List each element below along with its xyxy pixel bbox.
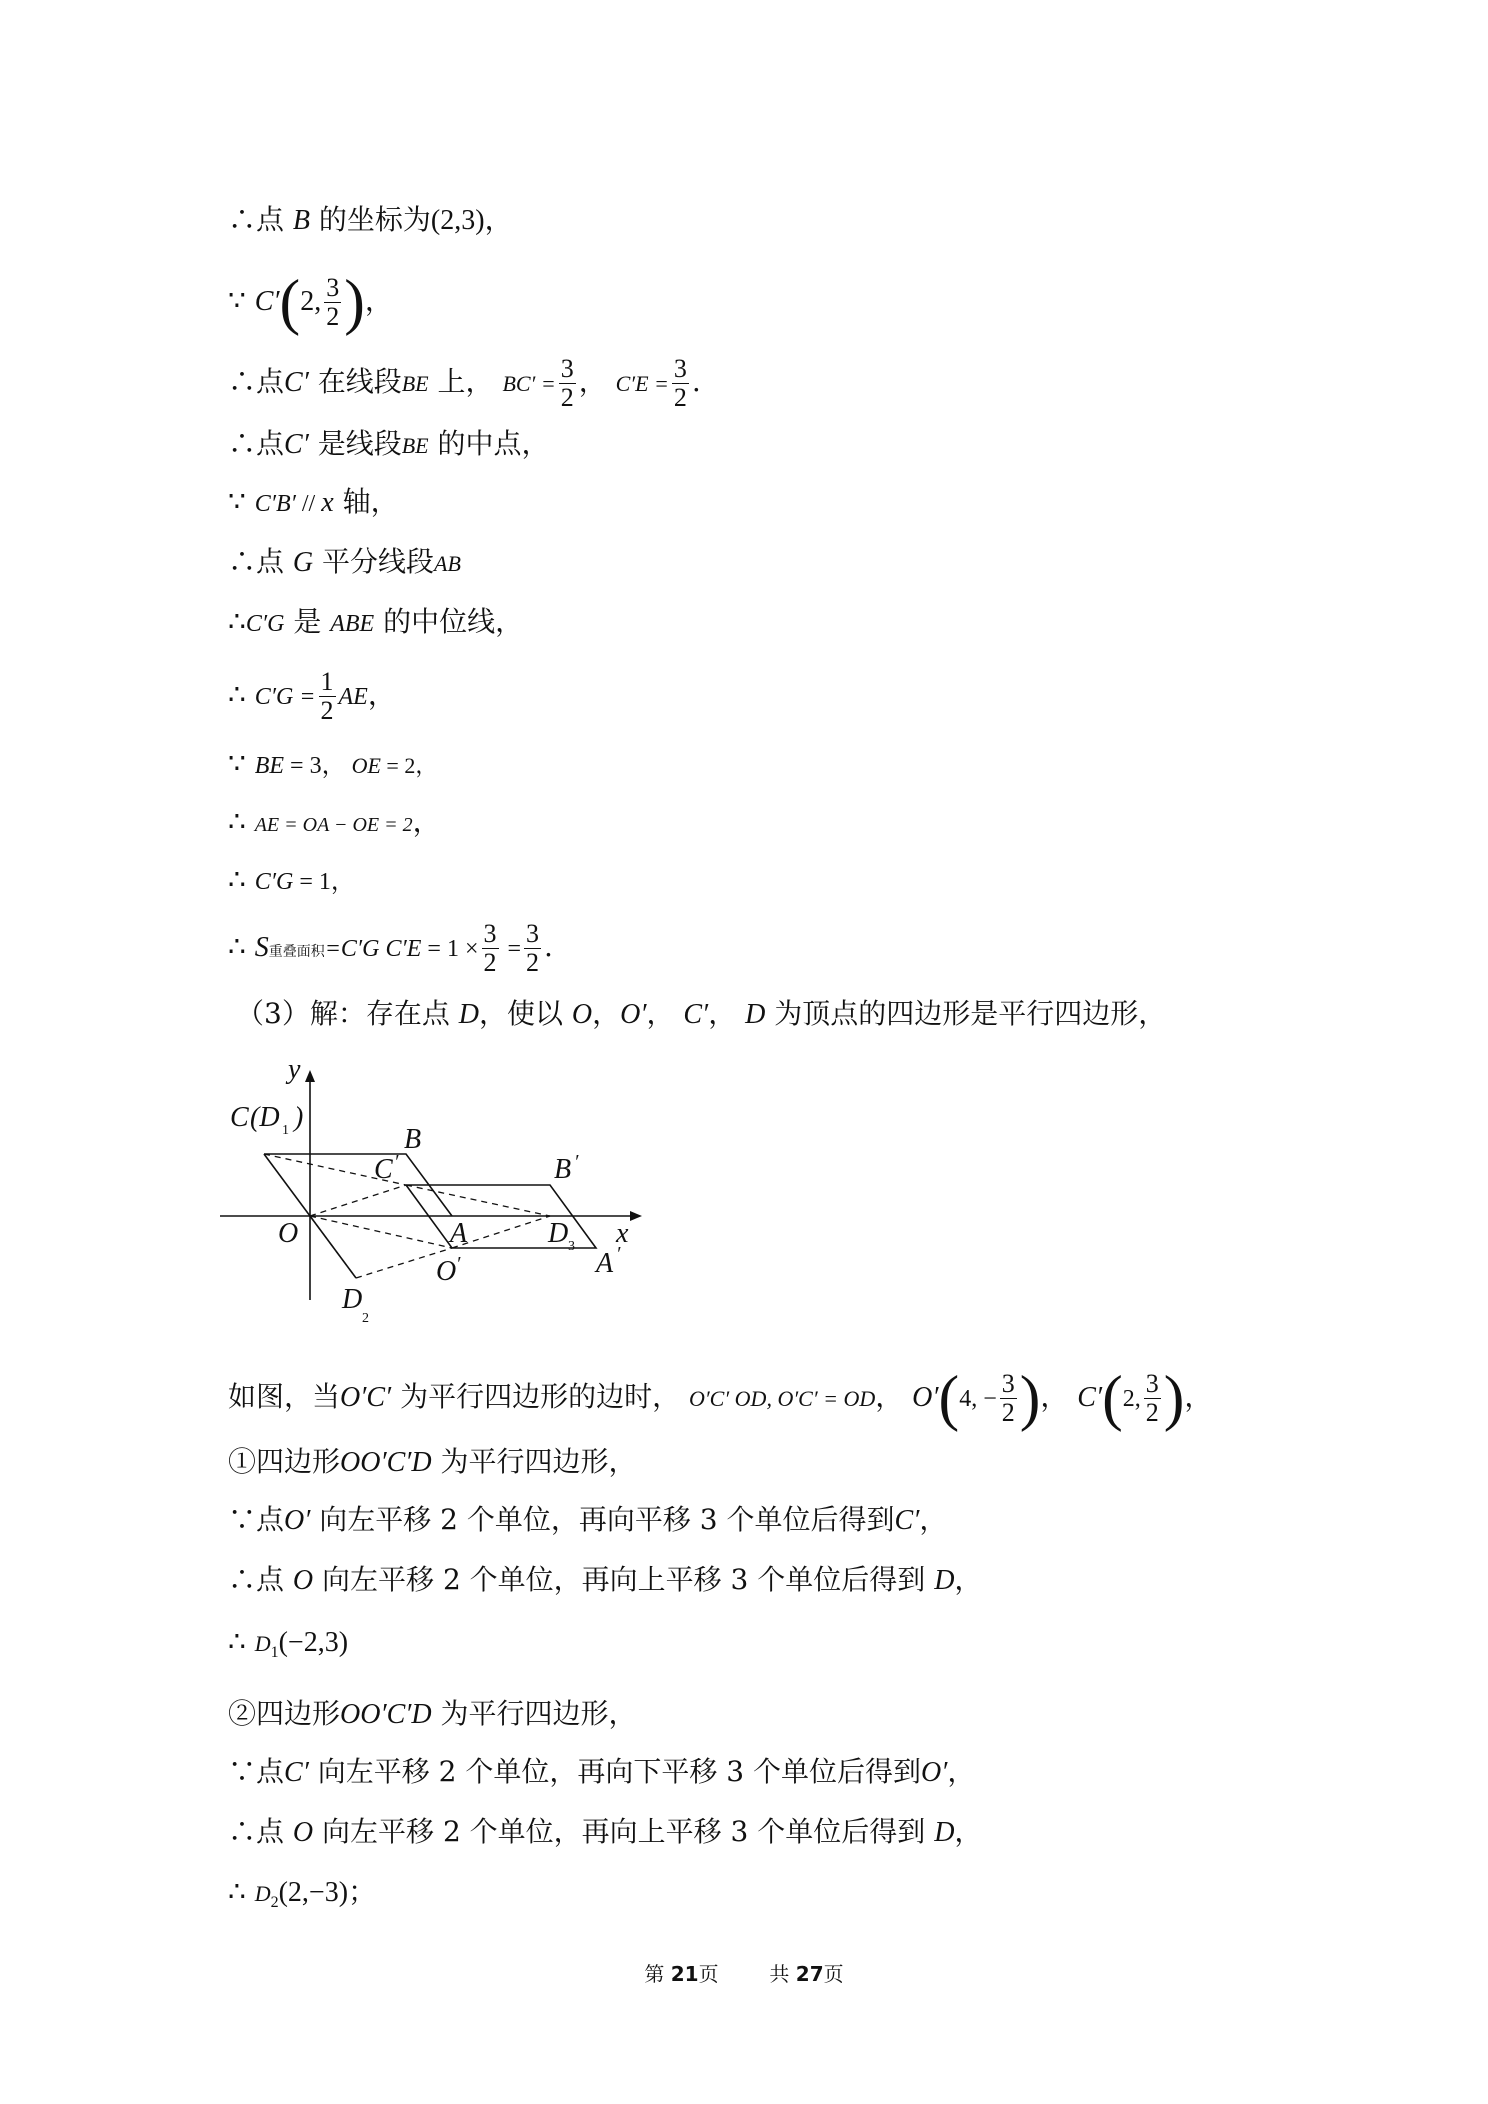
- text-line: [228, 1872, 376, 1923]
- prime-mark: ′: [394, 1151, 399, 1173]
- fraction-denominator: 2: [1001, 1398, 1015, 1427]
- page-number: 21: [670, 1962, 699, 1986]
- point-a-prime-label: A: [596, 1248, 614, 1279]
- math-var: ABE: [330, 611, 375, 637]
- coordinate-figure: [220, 1060, 660, 1330]
- math-var: D: [745, 999, 766, 1030]
- text-line: [236, 994, 1166, 1035]
- text-segment: ，: [592, 997, 621, 1030]
- text-segment: 为平行四边形，: [431, 1445, 637, 1478]
- math-var: C′: [683, 999, 709, 1030]
- text-line: [228, 482, 399, 524]
- math-var: B: [292, 205, 311, 236]
- text-segment: ∴: [228, 1875, 255, 1908]
- math-var: BE: [401, 433, 429, 458]
- math-var: C′: [284, 1757, 309, 1788]
- fraction: [319, 668, 336, 725]
- total-pages: 27: [795, 1962, 824, 1986]
- fraction: [559, 355, 576, 412]
- fraction: [672, 355, 689, 412]
- subscript-text: 1: [270, 1644, 279, 1661]
- text-segment: 是线段: [308, 427, 402, 460]
- text-segment: ∴: [228, 930, 255, 963]
- text-segment: ，: [578, 365, 616, 398]
- math-var: x: [321, 487, 334, 518]
- text-line: [228, 602, 523, 644]
- text-segment: 上，: [428, 365, 503, 398]
- text-segment: ，使以: [478, 997, 572, 1030]
- text-segment: ∴: [228, 805, 255, 838]
- point-c-prime-label: C: [374, 1154, 393, 1185]
- x-label: x: [616, 1218, 629, 1249]
- math-expr: = 1，: [293, 869, 355, 895]
- math-var: O: [292, 1817, 314, 1848]
- text-line: [228, 914, 553, 985]
- point-o-prime-label: O: [436, 1256, 457, 1287]
- math-expr: =: [501, 936, 522, 962]
- math-var: C′: [284, 429, 309, 460]
- math-expr: C′B′: [254, 491, 296, 517]
- fraction-numerator: 1: [320, 667, 334, 696]
- fraction: [482, 920, 499, 977]
- text-segment: ，: [1184, 1380, 1213, 1413]
- math-coord: (2,3): [430, 205, 485, 236]
- left-paren: (: [279, 268, 301, 337]
- math-var: AE: [338, 684, 368, 710]
- math-var: D: [254, 1881, 271, 1906]
- math-var: C′: [1077, 1382, 1103, 1413]
- text-line: [228, 350, 701, 416]
- math-var: D: [254, 1631, 271, 1656]
- point-d2-subscript: 2: [362, 1311, 369, 1326]
- math-var: C′: [284, 367, 309, 398]
- math-var: O′: [284, 1505, 311, 1536]
- fraction-numerator: 3: [1145, 1369, 1159, 1398]
- segment-od2: [310, 1216, 356, 1278]
- math-var: G: [292, 547, 314, 578]
- fraction-denominator: 2: [673, 383, 687, 412]
- math-coord: (2,−3): [278, 1877, 349, 1908]
- math-var: AB: [434, 551, 461, 576]
- page-footer: [0, 1958, 1488, 1987]
- text-segment: ∴点: [228, 1815, 293, 1848]
- fraction-numerator: 3: [483, 919, 497, 948]
- text-segment: ；: [348, 1875, 377, 1908]
- text-line: [228, 542, 461, 584]
- math-symbol: //: [295, 491, 322, 517]
- text-segment: ∵点: [228, 1755, 285, 1788]
- text-line: [228, 424, 550, 466]
- subscript-text: 重叠面积: [268, 944, 325, 960]
- text-segment: ∵: [228, 747, 255, 780]
- text-segment: ，: [919, 1503, 948, 1536]
- text-segment: ，: [875, 1380, 913, 1413]
- math-var: O′: [912, 1382, 939, 1413]
- fraction-denominator: 2: [483, 948, 497, 977]
- fraction-numerator: 3: [673, 354, 687, 383]
- math-expr: = 1 ×: [421, 936, 479, 962]
- y-axis-arrow: [305, 1070, 315, 1082]
- text-segment: 向左平移 2 个单位，再向上平移 3 个单位后得到: [313, 1815, 935, 1848]
- text-segment: 为顶点的四边形是平行四边形，: [765, 997, 1167, 1030]
- math-var: O′: [620, 999, 647, 1030]
- text-line: [228, 1752, 975, 1793]
- prime-mark: ′: [456, 1253, 461, 1275]
- point-d3-subscript: 3: [568, 1239, 575, 1254]
- math-var: O: [571, 999, 593, 1030]
- math-var: C′: [254, 286, 280, 317]
- text-segment: ∴点: [228, 427, 285, 460]
- text-segment: .: [544, 930, 553, 963]
- text-line: [228, 662, 396, 730]
- point-d1-subscript: 1: [282, 1123, 289, 1138]
- text-segment: 向左平移 2 个单位，再向上平移 3 个单位后得到: [313, 1563, 935, 1596]
- math-var: C′G: [254, 869, 294, 895]
- dashed-segment: [310, 1216, 452, 1248]
- footer-text: 页 共: [698, 1962, 796, 1986]
- math-var: S: [254, 932, 269, 963]
- point-a-label: A: [450, 1218, 468, 1249]
- fraction: [1000, 1370, 1017, 1427]
- dashed-segment: [310, 1185, 406, 1216]
- text-segment: ∴点: [228, 203, 293, 236]
- math-var: D: [458, 999, 479, 1030]
- text-segment: .: [691, 365, 701, 398]
- fraction-denominator: 2: [526, 948, 540, 977]
- fraction-numerator: 3: [526, 919, 540, 948]
- rectangle-edge: [264, 1154, 310, 1216]
- math-coord: (−2,3): [278, 1627, 349, 1658]
- point-d1-close: ): [294, 1102, 304, 1133]
- math-var: C′: [894, 1505, 920, 1536]
- dashed-segment: [406, 1185, 550, 1216]
- text-segment: ∴点: [228, 545, 293, 578]
- text-line: [228, 1694, 637, 1735]
- math-var: O: [292, 1565, 314, 1596]
- text-segment: ，: [367, 678, 396, 711]
- math-var: O′C′: [340, 1382, 392, 1413]
- subscript-text: 2: [270, 1894, 279, 1911]
- point-c-label: C: [230, 1102, 249, 1133]
- text-segment: ∴: [228, 678, 255, 711]
- fraction-denominator: 2: [320, 696, 334, 725]
- x-axis-arrow: [630, 1211, 642, 1221]
- text-segment: ∵: [228, 284, 255, 317]
- text-segment: 的坐标为: [310, 203, 431, 236]
- point-b-prime-label: B: [554, 1154, 572, 1185]
- math-expr: C′E =: [615, 371, 669, 396]
- text-segment: ∵点: [228, 1503, 285, 1536]
- math-var: OO′C′D: [340, 1447, 432, 1478]
- text-segment: ，: [364, 284, 393, 317]
- fraction-numerator: 3: [326, 273, 340, 302]
- text-segment: ∴: [228, 605, 246, 638]
- text-line: [228, 1362, 1212, 1434]
- text-line: [228, 1442, 637, 1483]
- text-segment: 为平行四边形，: [431, 1697, 637, 1730]
- text-segment: 是: [284, 605, 331, 638]
- right-paren: ): [344, 268, 365, 337]
- text-segment: ①四边形: [228, 1445, 341, 1478]
- text-segment: ，: [1040, 1380, 1078, 1413]
- math-expr: O′C′ OD, O′C′ = OD: [688, 1386, 876, 1411]
- math-expr: = 2，: [380, 753, 438, 778]
- text-segment: 的中位线，: [374, 605, 524, 638]
- text-segment: ∴点: [228, 365, 285, 398]
- math-var: OO′C′D: [340, 1699, 432, 1730]
- footer-text: 第: [644, 1962, 671, 1986]
- right-paren: ): [1019, 1364, 1041, 1433]
- math-expr: BC′ =: [502, 371, 556, 396]
- text-segment: ，: [708, 997, 746, 1030]
- math-var: O′: [920, 1757, 948, 1788]
- text-segment: ∴点: [228, 1563, 293, 1596]
- math-var: D: [934, 1565, 955, 1596]
- text-segment: （3）解：存在点: [236, 997, 459, 1030]
- math-var: BE: [254, 753, 285, 779]
- text-segment: 轴，: [333, 485, 399, 518]
- text-line: [228, 200, 513, 241]
- text-segment: ∴: [228, 863, 255, 896]
- math-var: C′G: [245, 611, 285, 637]
- left-paren: (: [1102, 1364, 1123, 1433]
- math-var: BE: [401, 371, 429, 396]
- origin-label: O: [278, 1218, 299, 1249]
- text-line: [228, 802, 441, 845]
- text-segment: ，: [646, 997, 684, 1030]
- text-line: [228, 1500, 947, 1541]
- fraction: [1144, 1370, 1161, 1427]
- fraction-denominator: 2: [1145, 1398, 1159, 1427]
- footer-text: 页: [823, 1962, 844, 1986]
- fraction: [524, 920, 541, 977]
- text-segment: ②四边形: [228, 1697, 341, 1730]
- text-line: [228, 1812, 982, 1853]
- text-segment: 向左平移 2 个单位，再向平移 3 个单位后得到: [310, 1503, 895, 1536]
- text-segment: ，: [412, 805, 441, 838]
- text-segment: ∴: [228, 1625, 255, 1658]
- math-expr: 2,: [1122, 1386, 1141, 1412]
- text-segment: ∵: [228, 485, 255, 518]
- math-expr: AE = OA − OE = 2: [254, 814, 413, 836]
- text-segment: ，: [954, 1563, 983, 1596]
- y-label: y: [288, 1060, 301, 1085]
- text-segment: 为平行四边形的边时，: [391, 1380, 689, 1413]
- math-expr: C′G =: [254, 684, 316, 710]
- left-paren: (: [938, 1364, 960, 1433]
- text-segment: 平分线段: [313, 545, 435, 578]
- math-var: OE: [351, 753, 381, 778]
- point-d2-label: D: [342, 1284, 363, 1315]
- point-d1-label: (D: [250, 1102, 280, 1133]
- fraction: [324, 274, 341, 331]
- fraction-denominator: 2: [560, 383, 574, 412]
- text-segment: 的中点，: [428, 427, 550, 460]
- text-segment: 在线段: [308, 365, 402, 398]
- fraction-denominator: 2: [326, 302, 340, 331]
- text-segment: ，: [484, 203, 513, 236]
- math-expr: = 3，: [284, 753, 352, 779]
- text-line: [228, 744, 437, 786]
- text-segment: 向左平移 2 个单位，再向下平移 3 个单位后得到: [308, 1755, 921, 1788]
- point-d3-label: D: [548, 1218, 569, 1249]
- right-paren: ): [1163, 1364, 1185, 1433]
- fraction-numerator: 3: [1001, 1369, 1015, 1398]
- prime-mark: ′: [574, 1151, 579, 1173]
- text-segment: 如图，当: [228, 1380, 341, 1413]
- text-line: [228, 266, 393, 337]
- math-expr: 4, −: [959, 1386, 997, 1412]
- prime-mark: ′: [616, 1243, 621, 1265]
- math-expr: =C′G C′E: [324, 936, 422, 962]
- text-line: [228, 860, 355, 902]
- fraction-numerator: 3: [560, 354, 574, 383]
- text-line: [228, 1622, 348, 1673]
- math-var: D: [934, 1817, 955, 1848]
- text-segment: ，: [947, 1755, 976, 1788]
- text-segment: ，: [954, 1815, 983, 1848]
- point-b-label: B: [404, 1124, 422, 1155]
- text-line: [228, 1560, 982, 1601]
- math-expr: 2,: [300, 286, 322, 317]
